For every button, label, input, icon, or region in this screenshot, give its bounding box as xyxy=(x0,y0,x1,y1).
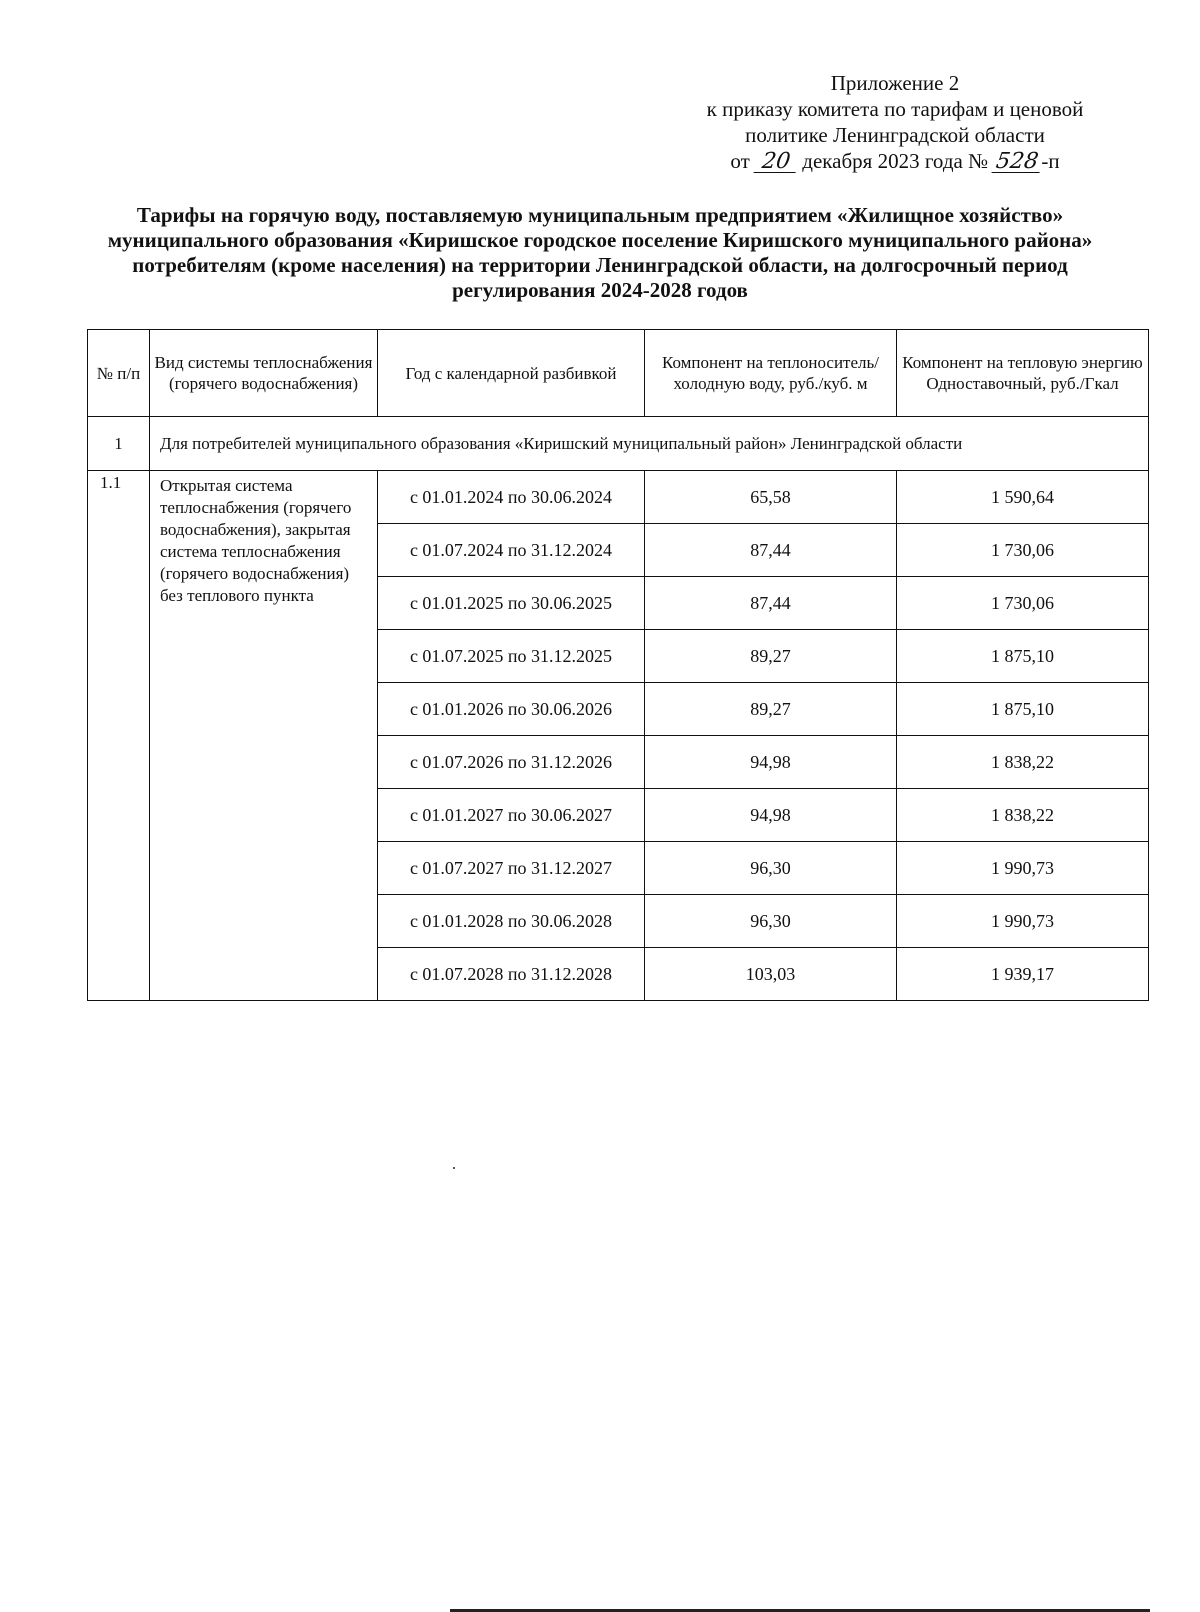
heat-cell: 1 730,06 xyxy=(897,524,1149,577)
water-cell: 94,98 xyxy=(645,736,897,789)
period-cell: с 01.01.2024 по 30.06.2024 xyxy=(378,471,645,524)
date-suffix: декабря 2023 года № xyxy=(802,149,989,173)
handwritten-order-number: 528 xyxy=(992,152,1043,173)
annex-date-line xyxy=(660,148,1130,174)
section-row xyxy=(88,417,1149,471)
scan-speck xyxy=(453,1167,455,1169)
header-num: № п/п xyxy=(88,330,150,417)
handwritten-day: 20 xyxy=(754,152,799,173)
order-suffix: -п xyxy=(1041,149,1060,173)
period-cell: с 01.01.2025 по 30.06.2025 xyxy=(378,577,645,630)
period-cell: с 01.07.2026 по 31.12.2026 xyxy=(378,736,645,789)
heat-cell: 1 875,10 xyxy=(897,630,1149,683)
table-row xyxy=(88,471,1149,524)
water-cell: 89,27 xyxy=(645,630,897,683)
period-cell: с 01.01.2028 по 30.06.2028 xyxy=(378,895,645,948)
water-cell: 89,27 xyxy=(645,683,897,736)
water-cell: 87,44 xyxy=(645,524,897,577)
annex-committee: политике Ленинградской области xyxy=(745,123,1045,147)
document-title: Тарифы на горячую воду, поставляемую муниципальным предприятием «Жилищное хозяйство» муниципального образования «Киришское городское поселение Киришского муниципального района» потребителям (кроме населения) на территории Ленинградской области, на долгосрочный период регулирования 2024-2028 годов xyxy=(107,203,1093,302)
header-system: Вид системы теплоснабжения (горячего водоснабжения) xyxy=(150,330,378,417)
table-header-row xyxy=(88,330,1149,417)
heat-cell: 1 990,73 xyxy=(897,895,1149,948)
heat-cell: 1 730,06 xyxy=(897,577,1149,630)
period-cell: с 01.01.2027 по 30.06.2027 xyxy=(378,789,645,842)
water-cell: 96,30 xyxy=(645,895,897,948)
annex-label: Приложение 2 xyxy=(830,71,960,95)
heat-cell: 1 838,22 xyxy=(897,736,1149,789)
water-cell: 87,44 xyxy=(645,577,897,630)
group-num: 1.1 xyxy=(88,471,150,1001)
water-cell: 103,03 xyxy=(645,948,897,1001)
header-year: Год с календарной разбивкой xyxy=(378,330,645,417)
group-system: Открытая система теплоснабжения (горячего водоснабжения), закрытая система теплоснабжения (горячего водоснабжения) без теплового пункта xyxy=(150,471,378,1001)
heat-cell: 1 875,10 xyxy=(897,683,1149,736)
heat-cell: 1 590,64 xyxy=(897,471,1149,524)
water-cell: 65,58 xyxy=(645,471,897,524)
period-cell: с 01.07.2025 по 31.12.2025 xyxy=(378,630,645,683)
water-cell: 94,98 xyxy=(645,789,897,842)
heat-cell: 1 990,73 xyxy=(897,842,1149,895)
period-cell: с 01.01.2026 по 30.06.2026 xyxy=(378,683,645,736)
header-water: Компонент на теплоноситель/холодную воду, руб./куб. м xyxy=(645,330,897,417)
annex-header xyxy=(660,70,1130,174)
section-label: Для потребителей муниципального образования «Киришский муниципальный район» Ленинградской области xyxy=(150,417,1149,471)
period-cell: с 01.07.2024 по 31.12.2024 xyxy=(378,524,645,577)
section-num: 1 xyxy=(88,417,150,471)
heat-cell: 1 838,22 xyxy=(897,789,1149,842)
header-heat: Компонент на тепловую энергию Одноставочный, руб./Гкал xyxy=(897,330,1149,417)
period-cell: с 01.07.2027 по 31.12.2027 xyxy=(378,842,645,895)
date-prefix: от xyxy=(730,149,750,173)
water-cell: 96,30 xyxy=(645,842,897,895)
heat-cell: 1 939,17 xyxy=(897,948,1149,1001)
period-cell: с 01.07.2028 по 31.12.2028 xyxy=(378,948,645,1001)
tariff-table xyxy=(87,329,1149,1001)
annex-order-reference: к приказу комитета по тарифам и ценовой xyxy=(706,97,1084,121)
